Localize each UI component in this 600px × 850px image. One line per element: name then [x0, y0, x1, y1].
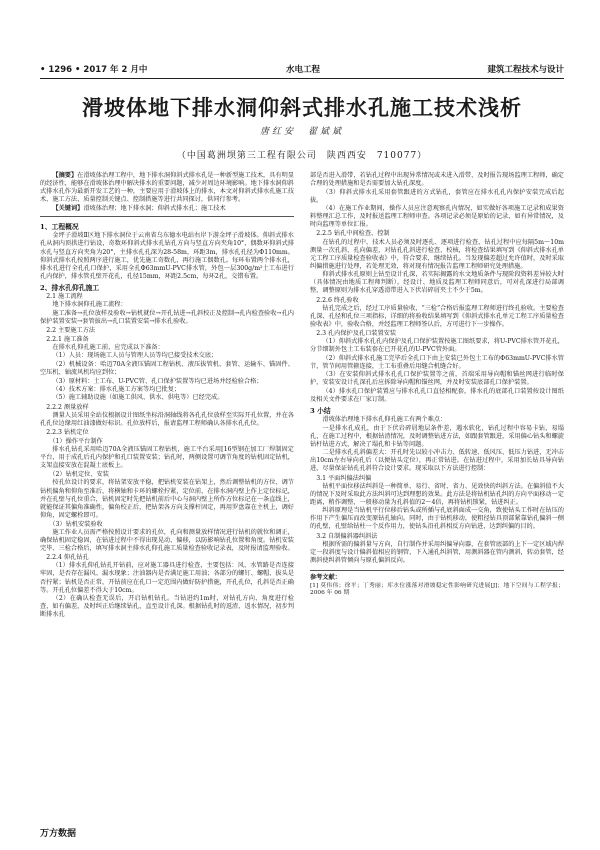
paragraph: 一是排水孔成孔，由于下伏岩碎屑地层条件差，遇水软化，钻孔过程中容易卡钻，易塌孔，在施工过程中，根据钻渣情况，及时调整钻进方法，如跟套管跟进，采用偏心钻头和螺旋钻杆钻进方式，解决了塌孔和卡钻等问题。 [310, 424, 564, 448]
paragraph: 纠斜原理是当钻机平行位移后钻头或所插与孔底斜面成一交角，致使钻头工作时在钻压的作用下产生偏压而改变原钻孔轴向。同时，由于钻机移动，使粗径钻具顶部紧靠钻孔偏斜一侧的孔壁，孔壁给钻柱一个反作用力，使钻头沿孔斜相反方向钻进，达到纠偏的目的。 [310, 507, 564, 531]
header-divider [40, 78, 564, 79]
item-heading: （1）操作平台制作 [49, 437, 103, 445]
paragraph: 根据所需的偏斜量与方向，自行制作并采用纠偏导向器，在套管底部的上下一定区域内焊定一段斜度与设计偏斜值相应的钢管，下入通孔纠斜管，用测斜器在管内测斜，转动套管，经测斜使纠斜管倾向与原孔偏斜反向。 [310, 540, 564, 564]
subsection-heading: 2.2.6 终孔验收 [316, 296, 359, 304]
abstract [40, 172, 294, 204]
section-name: 水电工程 [286, 65, 321, 75]
paragraph: 在钻孔的过程中，技术人员必须及时逐孔、逐项进行检查，钻孔过程中应每隔5m～10m测量一次孔斜、孔向偏差，对钻孔孔斜进行检查，校核，将检查结果填写到《仰斜式排水孔单元工程工序质量检查验收表》中，符合要求，继续钻孔。当发现偏差超过允许值时，及时采取纠偏措施进行处理，若处理无效，将对现有情况报告监理工程师研究处理措施。 [310, 238, 564, 270]
subsection-heading: 3.2 自制偏斜器纠斜法 [316, 532, 378, 540]
keywords [40, 205, 294, 213]
paragraph: 按孔位设计的要求，将钻架安放平稳，把钻机安装在钻架上，然后调整钻机的方位、调节钻机偏角和仰角至准后，将横轴和卡环的螺栓拧紧，定位前，在排水洞内壁上作上定位标记，并在孔壁与孔位重合，钻机固定时先把钻机前后中心与洞内壁上所作方位标记在一条直线上，就能保证其偏角准确性，偏角校正后，把钻架各方向支撑杆固定，再用罗盘靠在主机上，调好仰角，固定螺栓即可。 [40, 479, 294, 519]
subsection-heading: 3.1 平面纠偏法纠偏 [316, 474, 372, 482]
references-section [310, 570, 564, 598]
paragraph: （4）技术方案：排水孔施工方案等均已批复； [52, 385, 181, 393]
paragraph: （3）仰斜式排水孔采用套管跟进的方式钻孔，套管应在排水孔孔内保护安装完成后起拔。 [310, 188, 564, 204]
paragraph: （4）在施工作业期间，操作人员应注意观察孔内情况，如实做好各项施工记录和成果资料整理汇总工作，及时报送监理工程师审查。各项记录必须是原始的记录，如有异常情况，及时向监理等单位汇报。 [310, 205, 564, 229]
paragraph: （4）排水孔口保护装置应与排水孔孔口直径相配套，排水孔的底部孔口装置按设计图纸及相关文件要求在厂家订制。 [310, 387, 564, 403]
footer-brand: 万方数据 [40, 829, 77, 839]
subsection-heading: 2.3 孔内保护及孔口装置安装 [316, 329, 397, 337]
paragraph: （2）在确认检查无误后，开启钻机钻孔。当钻进约1m时，对钻孔方向、角度进行检查，如有偏差，及时纠正后继续钻孔，直至设计孔深。根据钻孔时的返渣、返水情况，初步判断排水孔 [40, 595, 294, 619]
section-heading: 2、排水孔仰孔施工 [40, 283, 100, 292]
paragraph: （1）仰斜式排水孔孔内保护及孔口保护装置按施工图纸要求，将U-PVC排水管开花孔，分节细制外包土工布装套在已开花孔的U-PVC管外面。 [310, 338, 564, 354]
subsection-heading: 2.2.2 测量放样 [46, 403, 89, 411]
right-column [310, 172, 564, 598]
paragraph: 钻孔完成之后，经过工序质量验收，“三检”合格后报监理工程师进行终孔验收。主要检查孔深、孔径和孔位三项指标，详细的将验收结果填写到《仰斜式排水孔单元工程工序质量检查验收表》中，验收合格，并经监理工程师签认后，方可进行下一步操作。 [310, 304, 564, 328]
subsection-heading: 2.1 施工流程 [46, 293, 83, 300]
paragraph: 钻机平面位移法纠斜是一种简单、易行、省时、省力、见效快的纠斜方法。在偏斜值不大的情况下及时采取此方法纠斜可达到理想的效果。此方法是将钻机钻孔纠的方向平面移动一定距离，稍作调整，一般移动量为孔斜值的2～4倍，再将钻机锁紧，钻进纠正。 [310, 482, 564, 506]
section-heading: 1、工程概况 [40, 223, 79, 232]
paragraph: 仰斜式排水孔原则上钻至设计孔深，若实际揭露的水文地质条件与现阶段资料差异较大时（具体情况由地质工程师判断），经设计、地质及监理工程师同意后，可对孔深进行局部调整，调整原则为排水孔穿透滑带进入下伏岩碎屑夹土不少于5m。 [310, 271, 564, 295]
abstract-text: 在滑坡体治理工程中，地下排水洞仰斜式排水孔是一种新型施工技术，具有明显的经济性，能够在滑坡体治理中解决排水的重要问题，减少对周边环境影响。地下排水洞仰斜式排水孔作为最新开发工艺的一种，主要应用于滑坡体上的排水，本文对仰斜式排水孔施工技术、施工方法、质量控制关键点、控制措施等进行共同探讨，供同行参考。 [40, 172, 294, 204]
left-column [40, 172, 294, 620]
article-authors: 唐红安 翟斌斌 [259, 127, 344, 137]
article-affiliation: （中国葛洲坝第三工程有限公司 陕西西安 710077） [176, 151, 428, 161]
paragraph: 测量人员采用全站仪根据设计图纸坐标沿洞轴线将各孔孔位放样至实际开孔位置，并在各孔孔位边缘用红油漆做好标识。孔位放样后，报请监理工程师确认各排水孔孔位。 [40, 411, 294, 427]
paragraph: （5）施工辅助设施（如施工供风、供水、供电等）已经完成。 [52, 394, 224, 402]
page-header [40, 60, 564, 76]
paragraph: 二是排水孔孔斜偏差大：开孔时先以较小冲击力、低转速、低风压、低压力钻进，无冲击出10cm左右导向孔后（以便钻头定位），再正常钻进。在钻进过程中，采用加长钻具导向钻进，尽量保证钻孔孔斜符合设计要求。现采取以下方法进行控制： [310, 449, 564, 473]
abstract-section [40, 172, 294, 217]
paragraph: 部是否进入滑带，若钻孔过程中出现异常情况或未进入滑带，及时报告现场监理工程师，确定合理的处理措施和是否需要加大钻孔深度。 [310, 172, 564, 188]
abstract-label: 【摘要】 [52, 172, 78, 179]
paragraph: （2）仰斜式排水孔施工完毕后全孔口下由上安装已外包土工布的Φ63mmU-PVC排水管节，管节间用管箍连接，土工布重叠后用缝合机缝合好。 [310, 354, 564, 370]
paragraph: 排水孔钻孔采用哈迈70A全液压锚固工程钻机，施工平台采用[16型钢在加工厂焊制固定平台，用于成孔后孔内保护和孔口装置安装；钻孔时，两侧设置可调节角度的钻机固定钻机，支架直接安放在混凝土底板上。 [40, 446, 294, 470]
paragraph: 施工作业人员需严格按照设计要求的孔位，孔向和测量放样情况进行钻机的就位和调正，确保钻机固定稳固，在钻进过程中不得出现晃动、偏移，以防影响钻孔位置和角度。钻机安装完毕、三检合格后，填写排水洞主排水孔仰孔施工质量检查验收记录表，及时报请监理验收。 [40, 528, 294, 553]
references-title: 参考文献： [310, 573, 341, 581]
paragraph: （3）在安装仰斜式排水孔孔口保护装置等之前，首端采用导向帽和锚丝网进行临时保护，安装安设计孔深孔后应拆除导向帽和锚丝网，并及时安装底部孔口保护装置。 [310, 371, 564, 387]
paragraph: （1）排水孔仰孔钻孔开钻前，应对施工器具进行检查，主要包括：风、水管路是否连接牢固，是否存在漏风、漏水现象；注油器内是否满足施工用油；各部分的螺钉、螺帽、拔头是否拧紧；钻机是否正常，开钻前应在孔口一定范围内做好防护措施，开孔孔位，孔斜是否正确等。开孔孔位偏差不得大于10cm。 [40, 562, 294, 594]
keywords-text: 滑坡体治理；地下排水洞；仰斜式排水孔；施工技术 [83, 204, 226, 212]
paragraph: 在排水孔仰孔施工前，应完成以下准备： [52, 343, 164, 351]
article-title: 滑坡体地下排水洞仰斜式排水孔施工技术浅析 [82, 95, 522, 120]
reference-item: [1] 莫伟伟；徐平；丁秀丽；库水位涨落对滑坡稳定性影响研究进展[J]；地下空间与工程学报；2006 年 06 期 [310, 583, 564, 597]
paragraph: 金坪子滑坡Ⅱ区地下排水洞位于云南省乌东德水电站右岸下游金坪子滑坡体。仰斜式排水孔从洞内顶拱进行钻设，奇数环仰斜式排水孔钻孔方向与竖直方向夹角10°，偶数环仰斜式排水孔与竖直方向夹角为20°，主排水孔孔深为28-58m，环距3m，排水孔孔径为Φ110mm。仰斜式排水孔按照两序进行施工，优先施工奇数孔，再行施工偶数孔。每环布置两个排水孔，排水孔进行全孔孔口保护，采用全孔Φ63mmU-PVC排水管，外包一层300g/m²土工布进行孔内保护，排水管孔壁开花孔，孔径15mm，环距2.5cm，每环2孔，交错布置。 [40, 232, 294, 280]
page-info: • 1296 • 2017 年 2 月中 [40, 65, 148, 75]
paragraph: 滑坡体治理地下排水孔仰孔施工有两个难点： [322, 416, 447, 424]
subsection-heading: 2.2.5 钻孔中间检查、控制 [316, 230, 390, 238]
subsection-heading: 2.2 主要施工方法 [46, 326, 96, 334]
subsection-heading: 2.2.3 钻机定位 [46, 428, 89, 436]
paragraph: 地下排水洞仰孔施工流程： [52, 301, 127, 309]
item-heading: （2）钻机定位、安装 [49, 471, 109, 479]
keywords-label: 【关键词】 [52, 204, 84, 212]
item-heading: （3）钻机安装验收 [49, 520, 103, 528]
journal-name: 建筑工程技术与设计 [487, 65, 564, 75]
paragraph: （2）机械设备：哈迈70A全液压锚固工程钻机、液压拔管机、套管、运输车、锚固件、空压机、轴流风机均应到位； [40, 360, 294, 377]
paragraph: （3）原材料：土工布、U-PVC管、孔口保护装置等均已进场并经检验合格； [52, 377, 263, 385]
paragraph: 施工准备→孔位放样及验收→钻机就位→开孔钻进→孔斜校正及控制→孔内检查验收→孔内保护装置安装→套管拔出→孔口装置安装→排水孔验收。 [40, 309, 294, 325]
paragraph: （1）人员：现场施工人员与管理人员等均已接受技术交底； [52, 352, 218, 360]
subsection-heading: 2.2.4 仰孔钻孔 [46, 554, 89, 562]
section-heading: 3 小结 [310, 406, 331, 415]
subsection-heading: 2.2.1 施工准备 [46, 335, 89, 343]
